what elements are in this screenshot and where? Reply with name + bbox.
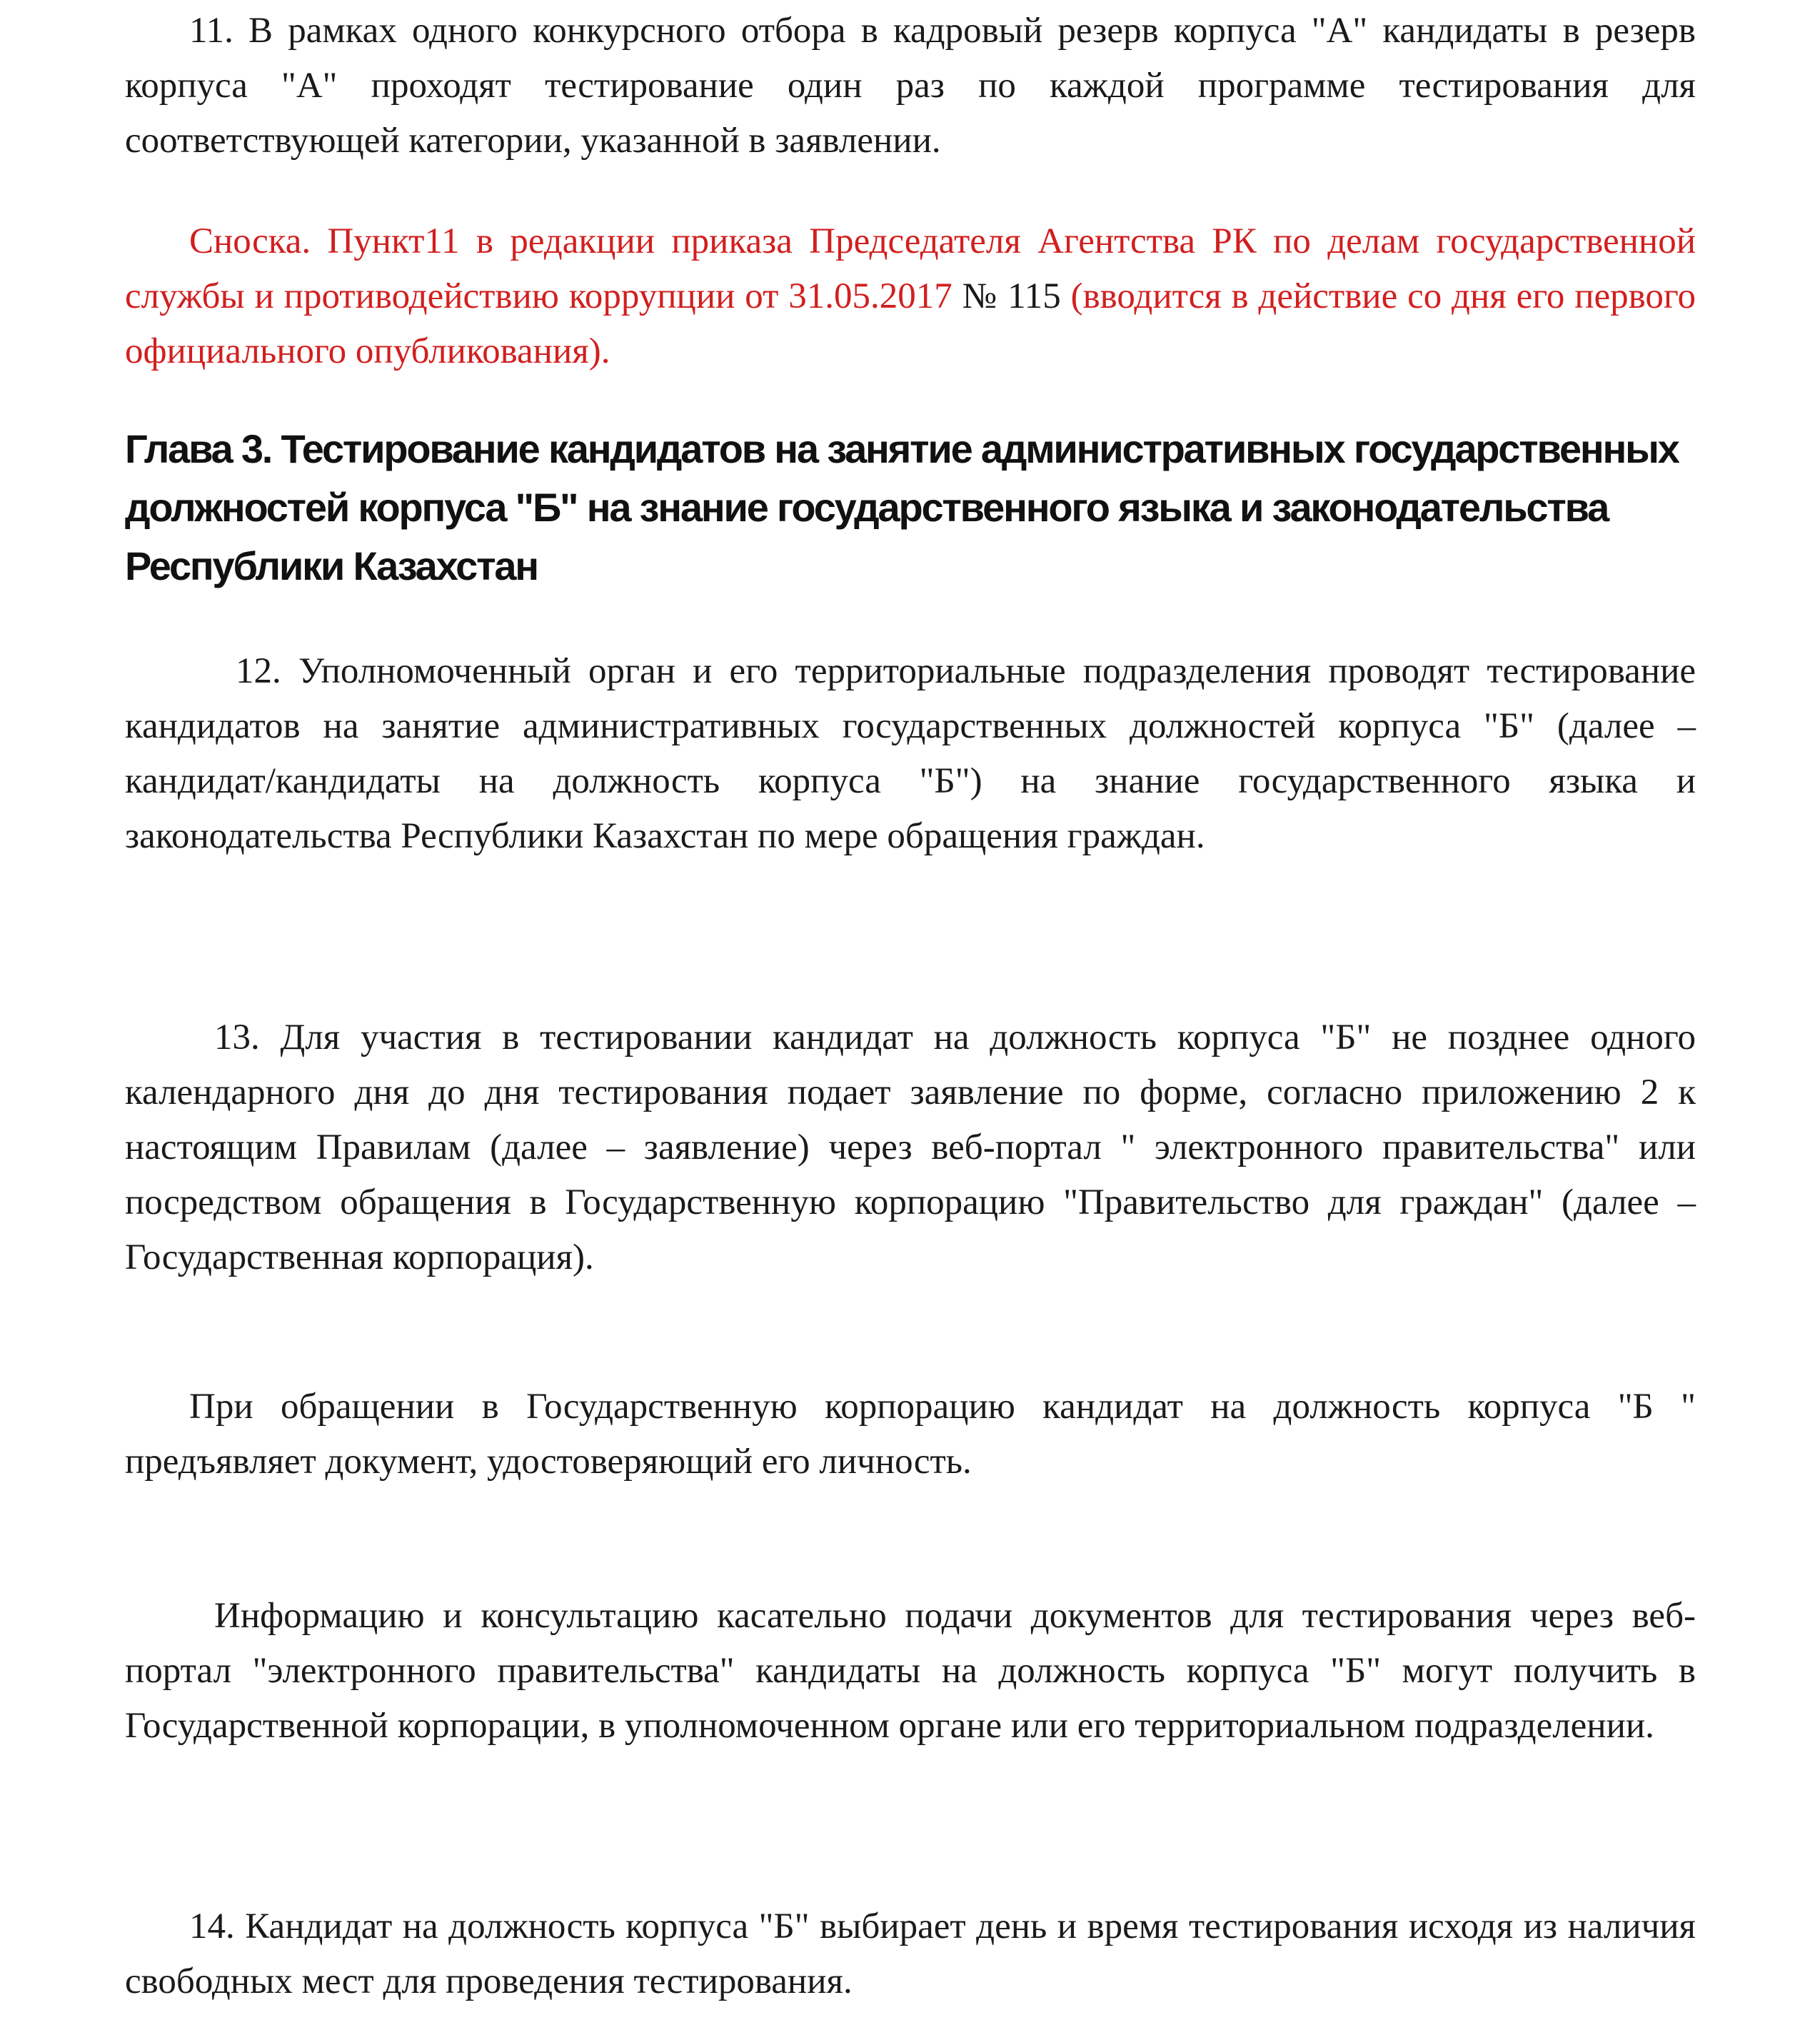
paragraph-13-part2: При обращении в Государственную корпорацию кандидат на должность корпуса "Б " предъявляет документ, удостоверяющий его личность. <box>125 1387 1696 1482</box>
order-number: № 115 <box>962 276 1061 316</box>
chapter-3-heading: Глава 3. Тестирование кандидатов на занятие административных государственных должностей корпуса "Б" на знание государственного языка и законодательства Республики Казахстан <box>125 426 1679 588</box>
footnote-paragraph-11 <box>125 214 1696 379</box>
paragraph-14: 14. Кандидат на должность корпуса "Б" выбирает день и время тестирования исходя из наличия свободных мест для проведения тестирования. <box>125 1906 1696 2001</box>
paragraph-11: 11. В рамках одного конкурсного отбора в кадровый резерв корпуса "А" кандидаты в резерв корпуса "А" проходят тестирование один раз по каждой программе тестирования для соответствующей категории, указанной в заявлении. <box>125 11 1696 161</box>
footnote-text-start: Сноска. Пункт11 в редакции приказа Председателя Агентства РК по делам государственной службы и противодействию коррупции от 31.05.2017 <box>125 221 1696 316</box>
paragraph-13-part3: Информацию и консультацию касательно подачи документов для тестирования через веб-портал "электронного правительства" кандидаты на должность корпуса "Б" могут получить в Государственной корпорации, в уполномоченном органе или его территориальном подразделении. <box>125 1596 1696 1746</box>
footnote-text-end: (вводится в действие со дня его первого официального опубликования). <box>125 276 1696 371</box>
paragraph-13: 13. Для участия в тестировании кандидат на должность корпуса "Б" не позднее одного календарного дня до дня тестирования подает заявление по форме, согласно приложению 2 к настоящим Правилам (далее – заявление) через веб-портал " электронного правительства" или посредством обращения в Государственную корпорацию "Правительство для граждан" (далее – Государственная корпорация). <box>125 1017 1696 1277</box>
paragraph-12: 12. Уполномоченный орган и его территориальные подразделения проводят тестирование кандидатов на занятие административных государственных должностей корпуса "Б" (далее – кандидат/кандидаты на должность корпуса "Б") на знание государственного языка и законодательства Республики Казахстан по мере обращения граждан. <box>125 651 1696 856</box>
